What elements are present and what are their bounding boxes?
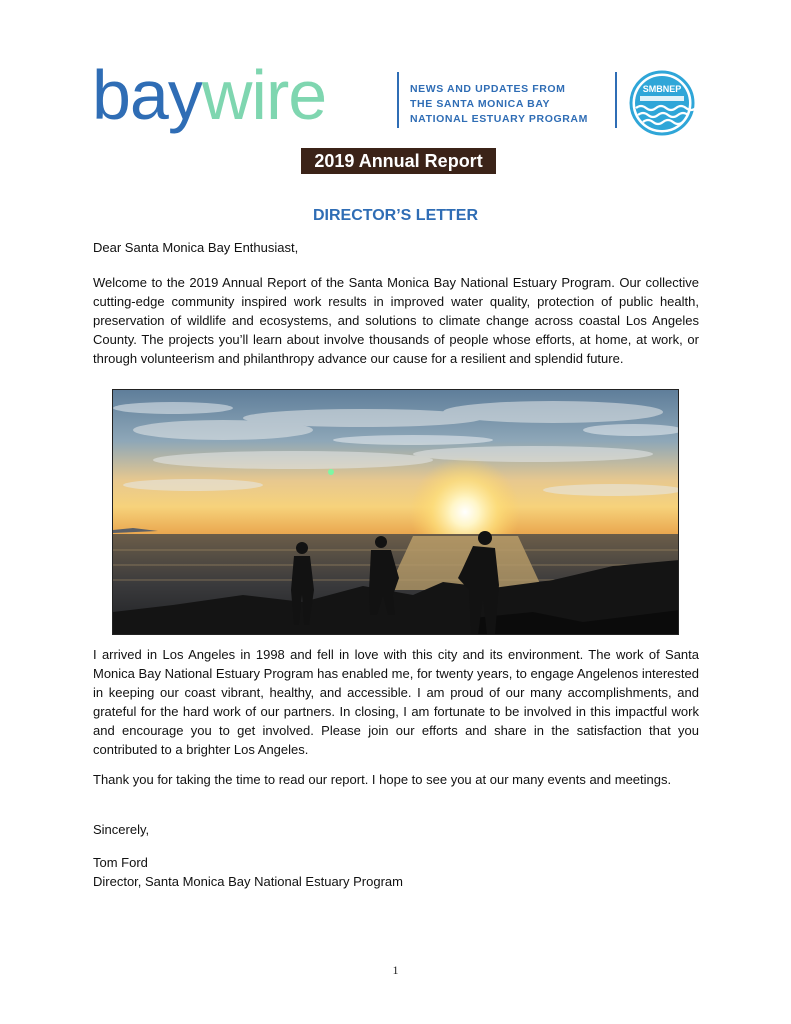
report-title: 2019 Annual Report [301,148,496,174]
baywire-logo [92,50,326,140]
page-number: 1 [392,963,399,977]
tagline-line-1: NEWS AND UPDATES FROM [410,83,566,95]
tagline-line-3: NATIONAL ESTUARY PROGRAM [410,113,588,125]
tagline-line-2: THE SANTA MONICA BAY [410,98,551,110]
section-heading: DIRECTOR’S LETTER [312,207,479,224]
header-tagline [410,82,615,127]
logo-wire-text: wire [201,56,327,134]
closing-salutation: Sincerely, [93,822,150,837]
story-paragraph: I arrived in Los Angeles in 1998 and fell in love with this city and its environment. The work of Santa Monica Bay National Estuary Program has enabled me, for twenty years, to engage Angelenos interested in keeping our coast vibrant, healthy, and accessible. I am proud of our many accomplishments, and grateful for the hard work of our partners. In closing, I am fortunate to be involved in this impactful work and encourage you to get involved. Please join our efforts and share in the satisfaction that you contributed to a brighter Los Angeles. [93,647,699,757]
seal-label: SMBNEP [642,84,682,94]
signer-name: Tom Ford [93,855,148,870]
smbnep-seal-icon [626,70,698,136]
sunset-beach-photo [112,389,679,635]
header-divider-left [397,72,399,128]
thanks-paragraph: Thank you for taking the time to read our report. I hope to see you at our many events and meetings. [93,772,672,787]
logo-bay-text: bay [92,56,202,134]
signer-title: Director, Santa Monica Bay National Estuary Program [93,874,403,889]
greeting-paragraph: Dear Santa Monica Bay Enthusiast, [93,240,299,255]
signature-block [93,853,699,891]
intro-paragraph: Welcome to the 2019 Annual Report of the Santa Monica Bay National Estuary Program. Our collective cutting-edge community inspired work results in improved water quality, protection of public health, preservation of wildlife and ecosystems, and solutions to climate change across coastal Los Angeles County. The projects you’ll learn about involve thousands of people whose efforts, at home, at work, or through volunteerism and philanthropy advance our cause for a resilient and splendid future. [93,275,699,366]
header-divider-right [615,72,617,128]
